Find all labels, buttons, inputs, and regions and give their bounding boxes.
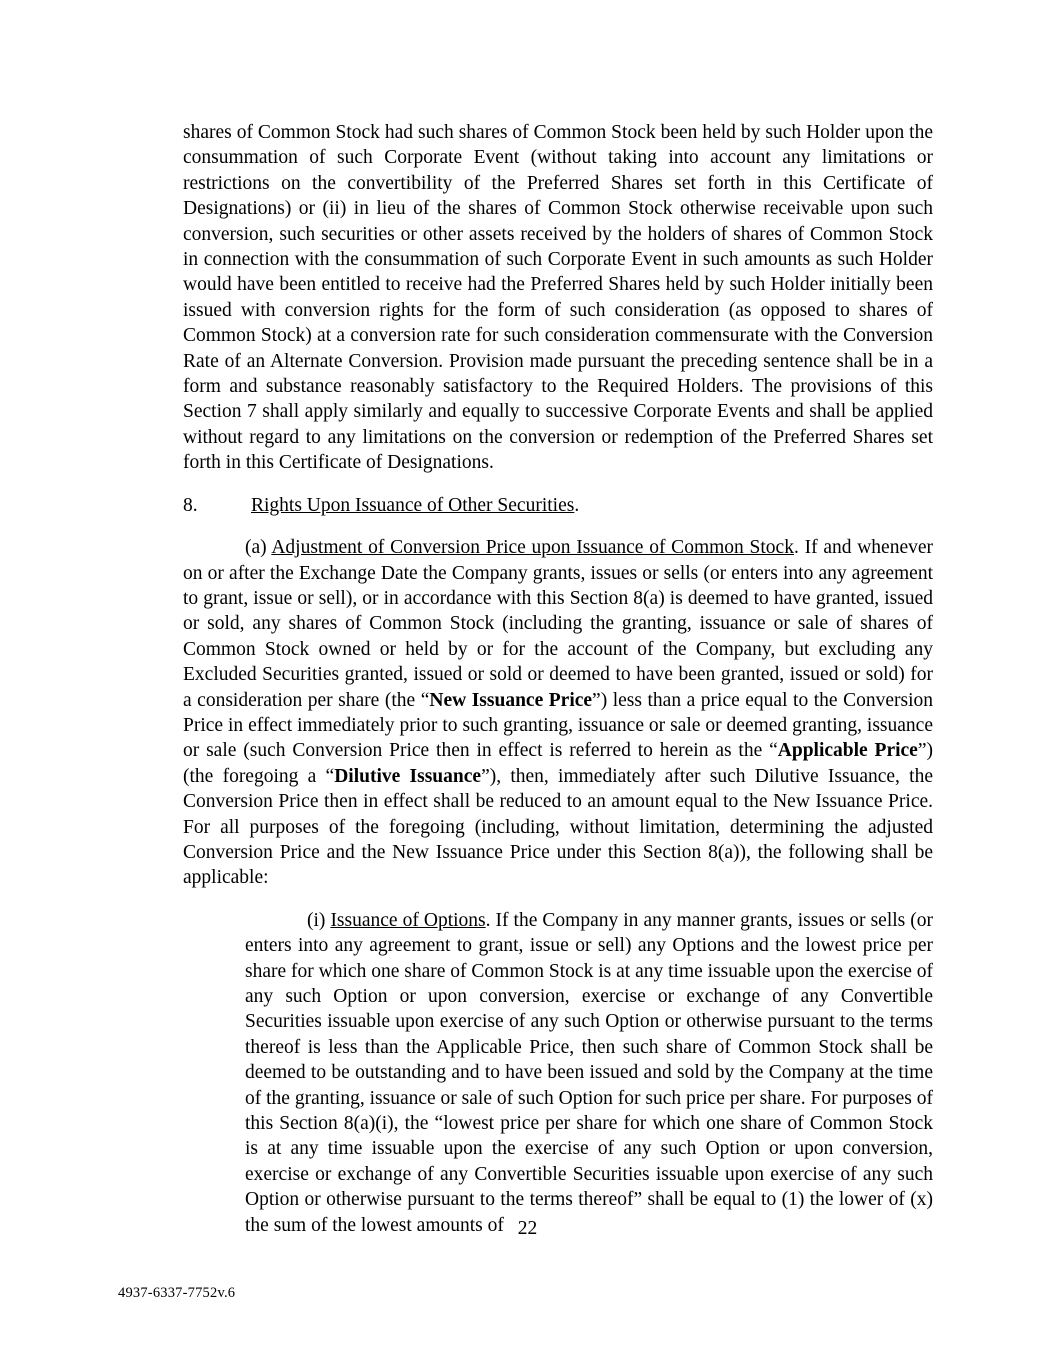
paragraph-continuation: shares of Common Stock had such shares of Common Stock been held by such Holder upon the consummation of such Corporate Event (without taking into account any limitations or restrictions on the convertibility of the Preferred Shares set forth in this Certificate of Designations) or (ii) in lieu of the shares of Common Stock otherwise receivable upon such conversion, such securities or other assets received by the holders of shares of Common Stock in connection with the consummation of such Corporate Event in such amounts as such Holder would have been entitled to receive had the Preferred Shares held by such Holder initially been issued with conversion rights for the form of such consideration (as opposed to shares of Common Stock) at a conversion rate for such consideration commensurate with the Conversion Rate of an Alternate Conversion. Provision made pursuant the preceding sentence shall be in a form and substance reasonably satisfactory to the Required Holders. The provisions of this Section 7 shall apply similarly and equally to successive Corporate Events and shall be applied without regard to any limitations on the conversion or redemption of the Preferred Shares set forth in this Certificate of Designations. [183, 122, 933, 474]
section-8-number: 8. [183, 494, 198, 516]
subsection-a-text-3: ”) (the foregoing a “ [183, 740, 933, 787]
section-8-title: Rights Upon Issuance of Other Securities [251, 494, 575, 516]
footer-document-reference: 4937-6337-7752v.6 [118, 1285, 236, 1301]
subsection-a-paragraph [183, 535, 933, 891]
section-8-heading [183, 493, 933, 518]
subsection-a-text-2: ”) less than a price equal to the Conversion Price in effect immediately prior to such granting, issuance or sale or deemed granting, issuance or sale (such Conversion Price then in effect is referred to herein as the “ [183, 689, 933, 762]
clause-i-paragraph [245, 908, 933, 1238]
subsection-a-text-4: ”), then, immediately after such Dilutive Issuance, the Conversion Price then in effect shall be reduced to an amount equal to the New Issuance Price. For all purposes of the foregoing (including, without limitation, determining the adjusted Conversion Price and the New Issuance Price under this Section 8(a)), the following shall be applicable: [183, 765, 933, 889]
clause-i-title: Issuance of Options [330, 909, 486, 931]
subsection-a-text-1: . If and whenever on or after the Exchange Date the Company grants, issues or sells (or enters into any agreement to grant, issue or sell), or in accordance with this Section 8(a) is deemed to have granted, issued or sold, any shares of Common Stock (including the granting, issuance or sale of shares of Common Stock owned or held by or for the account of the Company, but excluding any Excluded Securities granted, issued or sold or deemed to have been granted, issued or sold) for a consideration per share (the “ [183, 537, 934, 711]
term-new-issuance-price: New Issuance Price [429, 689, 593, 711]
term-dilutive-issuance: Dilutive Issuance [334, 765, 482, 787]
section-8-trailing: . [574, 494, 580, 516]
page-content [183, 120, 933, 1255]
clause-i-text: . If the Company in any manner grants, issues or sells (or enters into any agreement to grant, issue or sell) any Options and the lowest price per share for which one share of Common Stock is at any time issuable upon the exercise of any such Option or upon conversion, exercise or exchange of any Convertible Securities issuable upon exercise of any such Option or otherwise pursuant to the terms thereof is less than the Applicable Price, then such share of Common Stock shall be deemed to be outstanding and to have been issued and sold by the Company at the time of the granting, issuance or sale of such Option for such price per share. For purposes of this Section 8(a)(i), the “lowest price per share for which one share of Common Stock is at any time issuable upon the exercise of any such Option or upon conversion, exercise or exchange of any Convertible Securities issuable upon exercise of any such Option or otherwise pursuant to the terms thereof” shall be equal to (1) the lower of (x) the sum of the lowest amounts of [245, 909, 934, 1236]
term-applicable-price: Applicable Price [777, 740, 918, 762]
clause-i-label: (i) [307, 909, 326, 931]
subsection-a-title: Adjustment of Conversion Price upon Issuance of Common Stock [271, 537, 794, 559]
subsection-a-label: (a) [245, 537, 267, 559]
page-number: 22 [517, 1218, 538, 1239]
